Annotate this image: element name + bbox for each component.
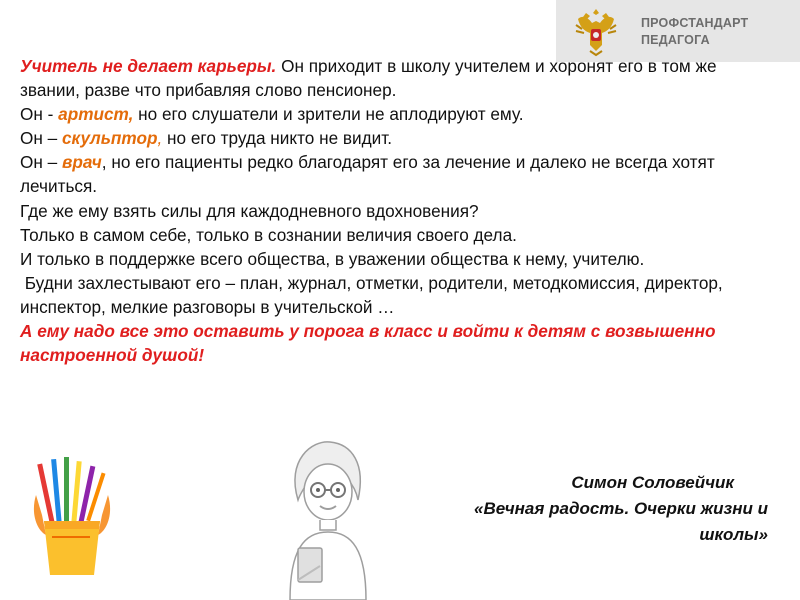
doctor-rest: , но его пациенты редко благодарят его за лечение и далеко не всегда хотят лечиться. <box>20 152 715 197</box>
paragraph-routine: Будни захлестывают его – план, журнал, отметки, родители, методкомиссия, директор, инспектор, мелкие разговоры в учительской … <box>20 272 728 317</box>
quote-text <box>20 54 760 367</box>
attribution-work-line2: школы» <box>699 525 768 544</box>
artist-start: Он - <box>20 104 59 125</box>
artist-rest: но его слушатели и зрители не аплодируют ему. <box>133 104 524 125</box>
paragraph-doctor <box>20 150 760 198</box>
paragraph-inspiration: Где же ему взять силы для каждодневного вдохновения? <box>20 200 479 221</box>
badge-line1: ПРОФСТАНДАРТ <box>641 16 749 30</box>
career-highlight: Учитель не делает карьеры. <box>20 56 277 76</box>
career-rest: Он приходит в школу учителем и хоронят его в том же звании, разве что прибавляя слово пенсионер. <box>20 56 717 101</box>
badge-title <box>641 15 748 49</box>
paragraph-self: Только в самом себе, только в сознании величия своего дела. <box>20 224 517 245</box>
sculptor-comma: , <box>157 128 163 149</box>
attribution-author: Симон Соловейчик <box>571 473 734 492</box>
pencil-cup-icon <box>32 455 112 580</box>
badge-line2: ПЕДАГОГА <box>641 33 710 47</box>
paragraph-career <box>20 54 760 102</box>
sculptor-highlight: скульптор <box>61 128 158 149</box>
paragraph-society: И только в поддержке всего общества, в уважении общества к нему, учителю. <box>20 248 645 269</box>
russian-coat-of-arms-icon <box>572 5 620 57</box>
attribution <box>368 470 768 548</box>
teacher-icon <box>268 440 388 600</box>
header-badge <box>556 0 800 62</box>
doctor-highlight: врач <box>61 152 102 173</box>
attribution-work-line1: «Вечная радость. Очерки жизни и <box>473 499 768 518</box>
sculptor-rest: но его труда никто не видит. <box>162 128 393 149</box>
sculptor-start: Он – <box>20 128 62 149</box>
paragraph-sculptor <box>20 126 760 150</box>
artist-highlight: артист, <box>58 104 134 125</box>
doctor-start: Он – <box>20 152 62 173</box>
paragraph-closing: А ему надо все это оставить у порога в класс и войти к детям с возвышенно настроенной душой! <box>20 321 716 366</box>
paragraph-artist <box>20 102 760 126</box>
